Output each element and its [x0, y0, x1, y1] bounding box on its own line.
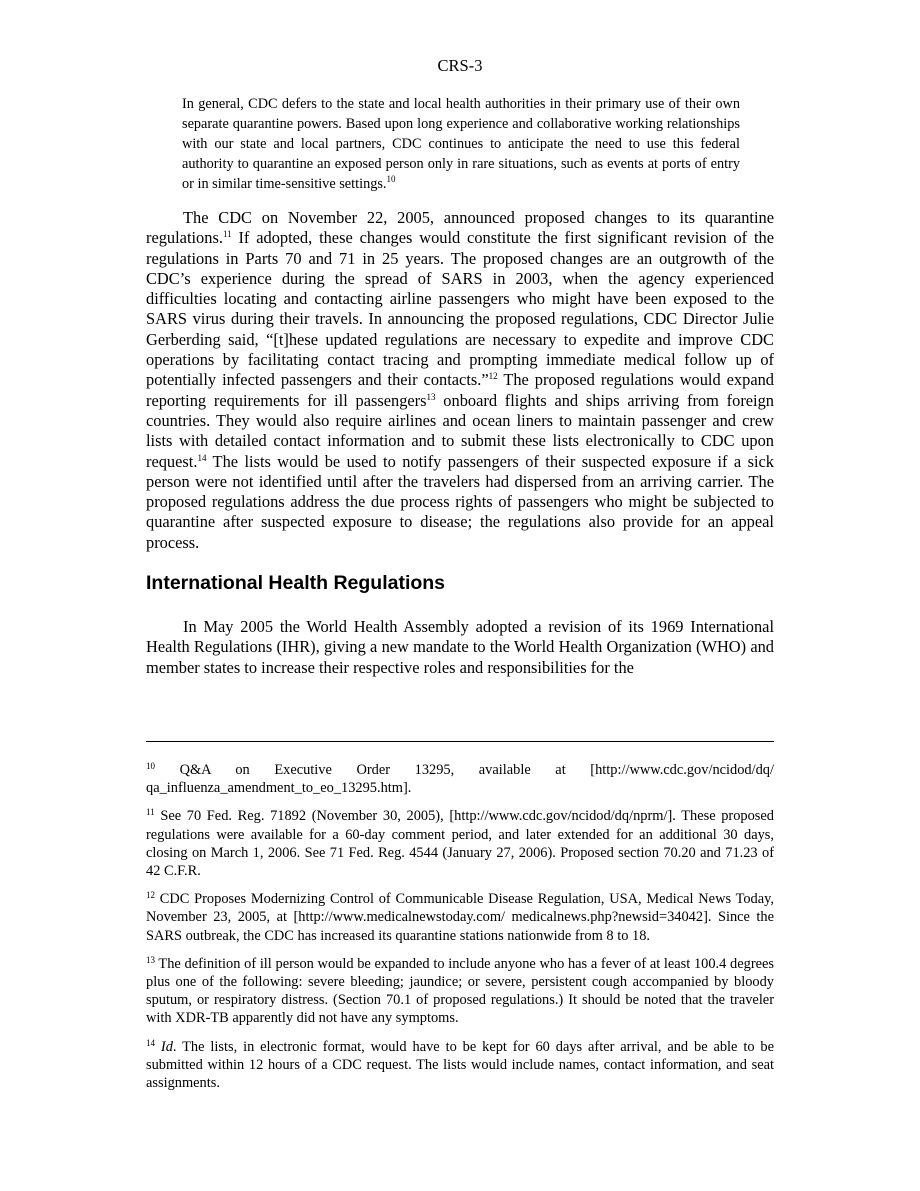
footnote-ref-12[interactable]: 12	[488, 371, 498, 382]
footnote-12	[146, 890, 774, 945]
para1-text-1: The CDC on November 22, 2005, announced proposed changes to its quarantine regulations.	[146, 208, 774, 248]
footnote-number: 14	[146, 1037, 155, 1048]
paragraph-cdc-proposed-changes	[146, 208, 774, 553]
footnotes-section	[146, 761, 774, 1102]
para1-text-5: The lists would be used to notify passengers of their suspected exposure if a sick person were not identified until after the travelers had dispersed from an arriving carrier. The proposed regulations address the due process rights of passengers who might be subjected to quarantine after suspected exposure to disease; the regulations also provide for an appeal process.	[146, 451, 774, 552]
footnote-ref-10[interactable]: 10	[386, 174, 396, 184]
para2-text: In May 2005 the World Health Assembly adopted a revision of its 1969 International Health Regulations (IHR), giving a new mandate to the World Health Organization (WHO) and member states to increase their respective roles and responsibilities for the	[146, 617, 774, 677]
footnote-10	[146, 761, 774, 797]
page-number-header: CRS-3	[437, 56, 483, 75]
footnote-11	[146, 807, 774, 880]
section-heading: International Health Regulations	[146, 572, 446, 594]
footnote-ref-11[interactable]: 11	[222, 229, 232, 240]
para1-text-3: The proposed regulations would expand reporting requirements for ill passengers	[146, 370, 774, 410]
footnote-text: See 70 Fed. Reg. 71892 (November 30, 2005), [http://www.cdc.gov/ncidod/dq/nprm/]. These proposed regulations were available for a 60-day comment period, and later extended for an additional 30 days, closing on March 1, 2006. See 71 Fed. Reg. 4544 (January 27, 2006). Proposed section 70.20 and 71.23 of 42 C.F.R.	[146, 808, 774, 880]
block-quote-text: In general, CDC defers to the state and local health authorities in their primary use of their own separate quarantine powers. Based upon long experience and collaborative working relationships with our state and local partners, CDC continues to anticipate the need to use this federal authority to quarantine an exposed person only in rare situations, such as events at ports of entry or in similar time-sensitive settings.	[182, 96, 740, 192]
footnote-italic-id: Id	[160, 1038, 173, 1055]
paragraph-ihr	[146, 617, 774, 678]
footnote-number: 12	[146, 890, 155, 901]
footnote-text: CDC Proposes Modernizing Control of Communicable Disease Regulation, USA, Medical News Today, November 23, 2005, at [http://www.medicalnewstoday.com/ medicalnews.php?newsid=34042]. Since the SARS outbreak, the CDC has increased its quarantine stations nationwide from 8 to 18.	[146, 891, 774, 944]
footnote-text: Q&A on Executive Order 13295, available at [http://www.cdc.gov/ncidod/dq/ qa_influenza_amendment_to_eo_13295.htm].	[146, 762, 774, 797]
footnote-ref-13[interactable]: 13	[426, 391, 436, 402]
footnote-number: 10	[146, 761, 155, 771]
footnote-divider	[146, 741, 774, 742]
block-quote	[182, 94, 740, 194]
para1-text-2: If adopted, these changes would constitute the first significant revision of the regulations in Parts 70 and 71 in 25 years. The proposed changes are an outgrowth of the CDC’s experience during the spread of SARS in 2003, when the agency experienced difficulties locating and contacting airline passengers who might have been exposed to the SARS virus during their travels. In announcing the proposed regulations, CDC Director Julie Gerberding said, “[t]hese updated regulations are necessary to expedite and improve CDC operations by facilitating contact tracing and prompting immediate medical follow up of potentially infected passengers and their contacts.”	[146, 228, 774, 390]
footnote-text: The definition of ill person would be expanded to include anyone who has a fever of at least 100.4 degrees plus one of the following: severe bleeding; jaundice; or severe, persistent cough accompanied by bloody sputum, or respiratory distress. (Section 70.1 of proposed regulations.) It should be noted that the traveler with XDR-TB apparently did not have any symptoms.	[146, 955, 774, 1027]
footnote-ref-14[interactable]: 14	[197, 452, 207, 463]
footnote-14	[146, 1038, 774, 1093]
footnote-text: . The lists, in electronic format, would have to be kept for 60 days after arrival, and be able to be submitted within 12 hours of a CDC request. The lists would include names, contact information, and seat assignments.	[146, 1038, 774, 1092]
footnote-number: 11	[146, 807, 155, 818]
footnote-13	[146, 955, 774, 1028]
footnote-number: 13	[146, 954, 155, 965]
para1-text-4: onboard flights and ships arriving from foreign countries. They would also require airlines and ocean liners to maintain passenger and crew lists with detailed contact information and to submit these lists electronically to CDC upon request.	[146, 390, 775, 471]
